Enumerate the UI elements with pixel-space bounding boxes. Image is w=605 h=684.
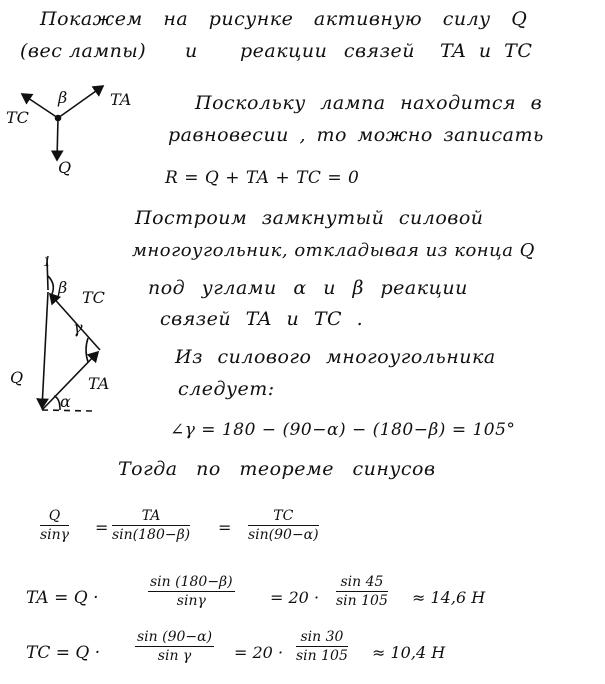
q-vector [42,292,48,408]
text-line-10: Из силового многоугольника [175,346,496,368]
f3-d1: sin γ [157,648,192,664]
text-line-2d: TA и TC [440,40,533,62]
f1-frac-1 [40,508,69,543]
f1-frac-2 [112,508,190,543]
vector-equation: R = Q + TA + TC = 0 [165,168,360,188]
fig2-gamma-label: γ [73,318,83,337]
f1-eq1: = [95,518,109,537]
f1-n2: TA [141,508,161,524]
f2-n2: sin 45 [340,574,384,590]
fig2-one-label: 1 [43,255,52,270]
f2-d2: sin 105 [336,593,388,609]
fig1-q-label: Q [58,158,72,177]
fig2-beta-label: β [58,278,68,297]
f1-eq2: = [218,518,232,537]
f2-frac-1 [148,574,235,609]
fig2-ta-label: TA [88,374,110,393]
text-line-9: связей TA и TC . [160,308,364,330]
f3-frac-2 [296,629,348,664]
text-line-6: Построим замкнутый силовой [135,207,484,229]
f3-eq1: = 20 · [234,643,284,662]
lamp-point [56,116,61,121]
f2-eq1: = 20 · [270,588,320,607]
text-line-2a: (вес лампы) [20,40,147,62]
q-force-arrow [57,118,58,160]
text-line-11: следует: [178,378,275,400]
text-line-1: Покажем на рисунке активную силу Q [40,8,528,30]
f1-n1: Q [48,508,61,524]
fig1-beta-label: β [58,88,68,107]
f1-d2: sin(180−β) [112,527,191,543]
text-line-2c: реакции связей [240,40,415,62]
beta-arc [48,276,53,294]
text-line-8: под углами α и β реакции [148,277,468,299]
f3-d2: sin 105 [296,648,348,664]
fig2-alpha-label: α [60,392,71,411]
f1-d3: sin(90−α) [248,527,319,543]
text-line-4: равновесии , то можно записать [168,124,544,146]
fig1-tc-label: TC [6,108,29,127]
f1-n3: TC [273,508,294,524]
gamma-arc [86,338,88,362]
fig2-q-label: Q [10,368,24,387]
f2-frac-2 [336,574,388,609]
f2-lhs: TA = Q · [26,588,99,608]
f2-d1: sinγ [176,593,206,609]
fig1-ta-label: TA [110,90,132,109]
text-line-7: многоугольник, откладывая из конца Q [132,240,535,261]
f1-d1: sinγ [40,527,70,543]
fig2-tc-label: TC [82,288,105,307]
gamma-equation: ∠γ = 180 − (90−α) − (180−β) = 105° [170,420,516,440]
f3-lhs: TC = Q · [26,643,101,663]
f3-frac-1 [135,629,214,664]
f3-n1: sin (90−α) [137,629,213,645]
f2-result: ≈ 14,6 H [412,588,486,607]
text-line-13: Тогда по теореме синусов [118,458,436,480]
f2-n1: sin (180−β) [150,574,233,590]
text-line-3: Поскольку лампа находится в [195,92,543,114]
f1-frac-3 [248,508,319,543]
text-line-2b: и [185,40,198,62]
f3-n2: sin 30 [300,629,344,645]
f3-result: ≈ 10,4 H [372,643,446,662]
